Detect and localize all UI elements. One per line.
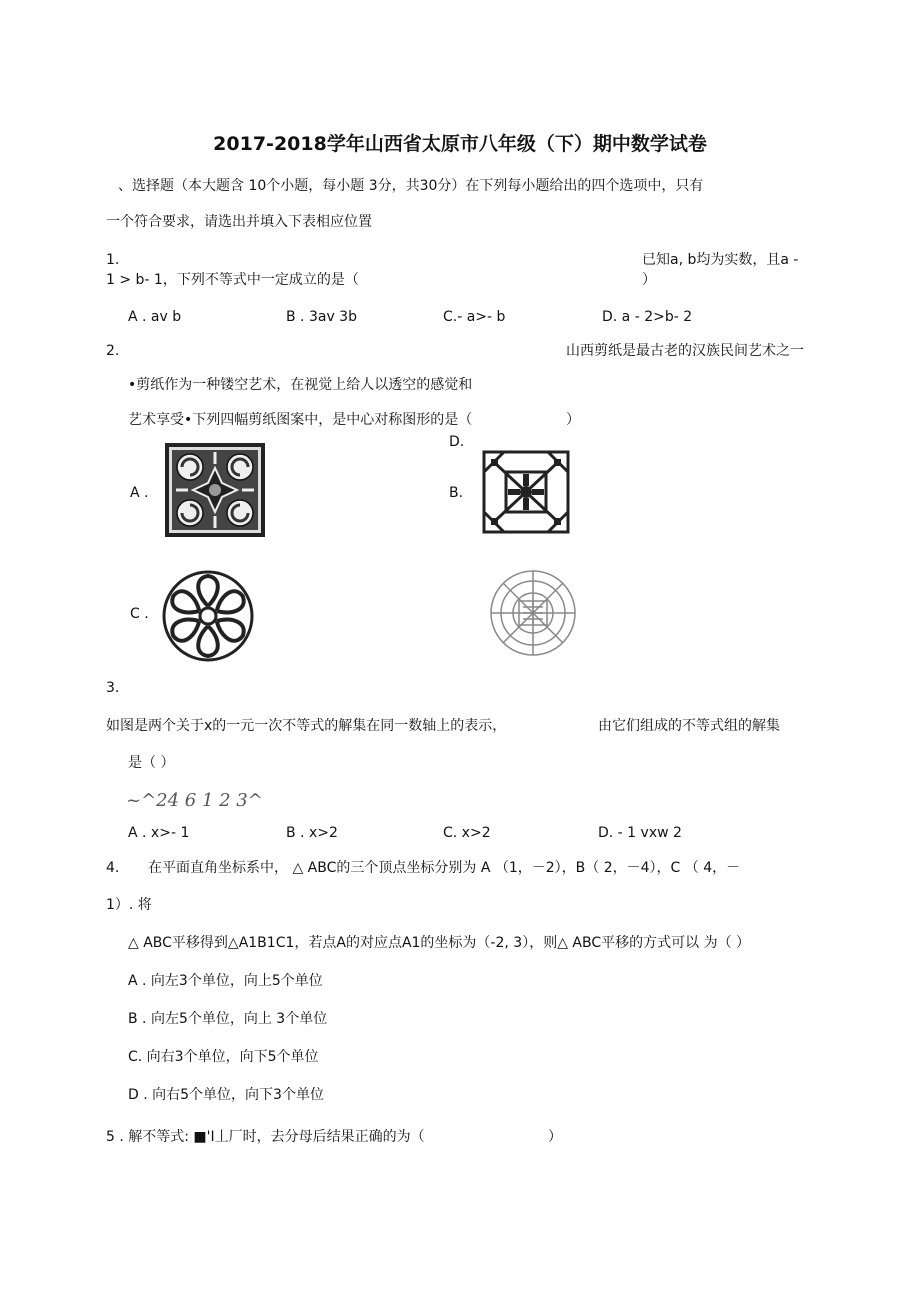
page-title: 2017-2018学年山西省太原市八年级（下）期中数学试卷 (213, 133, 707, 155)
q3-option-d: D. - 1 vxw 2 (598, 825, 682, 841)
q4-line2: 1）. 将 (106, 897, 152, 913)
q4-stem: 在平面直角坐标系中， △ ABC的三个顶点坐标分别为 A （1，－2），B（ 2，－4），C （ 4，－ (148, 860, 741, 876)
q1-right-text: 已知a, b均为实数，且a - (642, 252, 799, 268)
q4-option-a: A . 向左3个单位，向上5个单位 (128, 973, 323, 989)
q3-option-b: B . x>2 (286, 825, 338, 841)
q2-label-a: A . (130, 485, 149, 501)
q1-option-c: C.- a>- b (443, 309, 506, 325)
q4-line3: △ ABC平移得到△A1B1C1，若点A的对应点A1的坐标为（-2, 3），则△ ABC平移的方式可以 为（ ） (128, 935, 751, 951)
papercut-pattern-d-image (480, 566, 586, 660)
q3-number: 3. (106, 680, 120, 696)
q1-number: 1. (106, 252, 120, 268)
q2-number: 2. (106, 343, 120, 359)
papercut-pattern-c-image (156, 568, 260, 664)
q1-stem: 1 > b- 1，下列不等式中一定成立的是（ (106, 272, 359, 288)
q1-option-d: D. a - 2>b- 2 (602, 309, 693, 325)
q2-label-b: B. (449, 485, 464, 501)
q2-right-text: 山西剪纸是最古老的汉族民间艺术之一 (566, 343, 804, 359)
section-intro-line1: 、选择题（本大题含 10个小题，每小题 3分，共30分）在下列每小题给出的四个选项中，只有 (118, 178, 704, 194)
q1-option-a: A . av b (128, 309, 182, 325)
q5-stem: 5 . 解不等式: ■'I丄厂时，去分母后结果正确的为（ (106, 1129, 425, 1145)
q4-option-b: B . 向左5个单位，向上 3个单位 (128, 1011, 328, 1027)
q3-stem-left: 如图是两个关于x的一元一次不等式的解集在同一数轴上的表示， (106, 718, 507, 734)
q2-line2: •剪纸作为一种镂空艺术，在视觉上给人以透空的感觉和 (128, 377, 473, 393)
q2-label-d: D. (449, 434, 465, 450)
q2-line3: 艺术享受•下列四幅剪纸图案中，是中心对称图形的是（ (128, 412, 473, 428)
q4-option-c: C. 向右3个单位，向下5个单位 (128, 1049, 319, 1065)
q4-option-d: D . 向右5个单位，向下3个单位 (128, 1087, 324, 1103)
q2-close-paren: ） (566, 412, 580, 428)
section-intro-line2: 一个符合要求，请选出并填入下表相应位置 (106, 214, 372, 230)
papercut-pattern-a-image (162, 440, 268, 540)
q3-line2: 是（ ） (128, 755, 175, 771)
q3-stem-right: 由它们组成的不等式组的解集 (598, 718, 780, 734)
q3-number-line: ~^24 6 1 2 3^ (126, 790, 263, 811)
q4-number: 4. (106, 860, 120, 876)
q1-close-paren: ） (642, 272, 656, 288)
papercut-pattern-b-image (478, 446, 574, 538)
q3-option-a: A . x>- 1 (128, 825, 190, 841)
q1-option-b: B . 3av 3b (286, 309, 357, 325)
q2-label-c: C . (130, 606, 149, 622)
q3-option-c: C. x>2 (443, 825, 491, 841)
q5-close-paren: ） (548, 1129, 562, 1145)
